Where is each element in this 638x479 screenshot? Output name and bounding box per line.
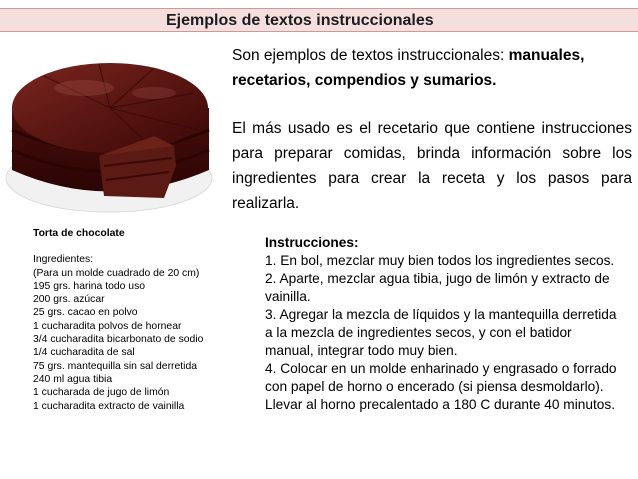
intro-text: [232, 43, 632, 216]
ingredient-line: 1 cucharadita extracto de vainilla: [33, 400, 185, 412]
ingredient-line: (Para un molde cuadrado de 20 cm): [33, 267, 200, 279]
ingredient-line: 25 grs. cacao en polvo: [33, 307, 138, 319]
intro-plain-text: Son ejemplos de textos instruccionales:: [232, 47, 509, 64]
recipe-title: Torta de chocolate: [33, 228, 125, 239]
instruction-step: 4. Colocar en un molde enharinado y engrasado o forrado con papel de horno o encerado (si piensa desmoldarlo). Llevar al horno precalentado a 180 C durante 40 minutos.: [265, 361, 617, 412]
ingredient-line: 75 grs. mantequilla sin sal derretida: [33, 360, 198, 372]
ingredient-line: Ingredientes:: [33, 254, 94, 266]
instruction-steps: [265, 252, 620, 414]
ingredient-line: 200 grs. azúcar: [33, 294, 105, 306]
intro-paragraph-2: El más usado es el recetario que contiene instrucciones para preparar comidas, brinda información sobre los ingredientes para crear la receta y los pasos para realizarla.: [232, 120, 632, 212]
instruction-step: 3. Agregar la mezcla de líquidos y la mantequilla derretida a la mezcla de ingredientes secos, y con el batidor manual, integrar todo muy bien.: [265, 307, 617, 358]
instruction-step: 2. Aparte, mezclar agua tibia, jugo de limón y extracto de vainilla.: [265, 271, 610, 304]
ingredient-line: 240 ml agua tibia: [33, 373, 113, 385]
recipe-box: [33, 227, 245, 413]
ingredient-line: 1/4 cucharadita de sal: [33, 347, 135, 359]
intro-paragraph-1: [232, 43, 632, 93]
ingredient-line: 195 grs. harina todo uso: [33, 280, 146, 292]
ingredient-list: [33, 253, 245, 413]
chocolate-cake-image: [4, 38, 222, 218]
ingredient-line: 1 cucharada de jugo de limón: [33, 387, 170, 399]
instruction-step: 1. En bol, mezclar muy bien todos los ingredientes secos.: [265, 253, 615, 268]
ingredient-line: 3/4 cucharadita bicarbonato de sodio: [33, 334, 204, 346]
ingredient-line: 1 cucharadita polvos de hornear: [33, 320, 182, 332]
instructions-title: Instrucciones:: [265, 235, 359, 250]
instructions-box: [265, 234, 620, 414]
title-bar: [0, 8, 638, 32]
page-title: Ejemplos de textos instruccionales: [166, 12, 434, 29]
intro-bold-text: manuales, recetarios, compendios y sumarios.: [232, 47, 585, 89]
